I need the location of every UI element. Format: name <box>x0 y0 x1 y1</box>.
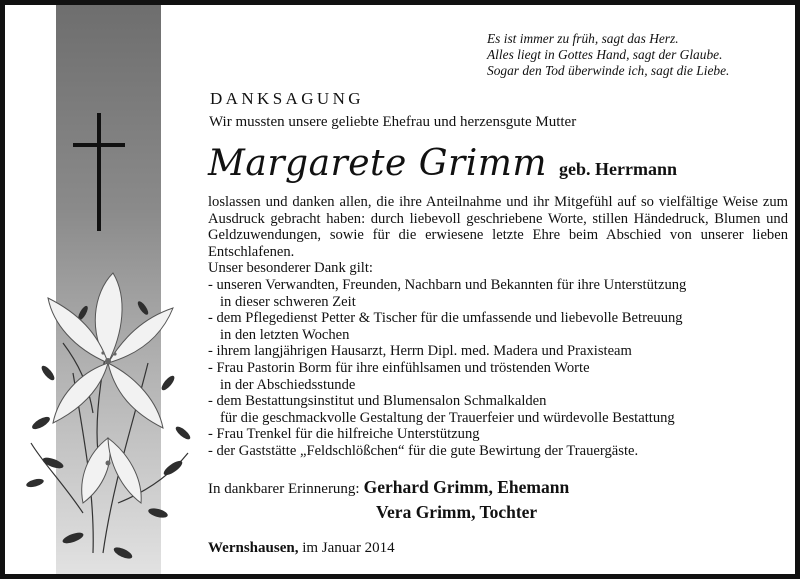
motto-line: Alles liegt in Gottes Hand, sagt der Glaube. <box>487 47 723 62</box>
place-date-text: im Januar 2014 <box>302 540 395 556</box>
list-item-line: - der Gaststätte „Feldschlößchen“ für die gute Bewirtung der Trauergäste. <box>208 442 639 459</box>
list-item <box>208 360 788 393</box>
signer-daughter: Vera Grimm, Tochter <box>376 502 538 522</box>
list-item-line: - Frau Pastorin Borm für ihre einfühlsamen und tröstenden Worte <box>208 359 590 376</box>
heading-danksagung: DANKSAGUNG <box>210 89 364 108</box>
signer-husband: Gerhard Grimm, Ehemann <box>363 477 570 497</box>
list-item-line: - dem Bestattungsinstitut und Blumensalon Schmalkalden <box>208 393 547 410</box>
list-item-continuation: in dieser schweren Zeit <box>220 293 356 310</box>
lily-flower-bouquet <box>23 253 198 563</box>
list-item-line: - dem Pflegedienst Petter & Tischer für die umfassende und liebevolle Betreuung <box>208 310 683 327</box>
list-item-line: - unseren Verwandten, Freunden, Nachbarn und Bekannten für ihre Unterstützung <box>208 276 687 293</box>
signoff-row <box>208 477 569 498</box>
list-item <box>208 443 788 460</box>
deceased-name: Margarete Grimm <box>208 143 548 184</box>
list-item-continuation: für die geschmackvolle Gestaltung der Trauerfeier und würdevolle Bestattung <box>220 409 675 426</box>
motto-quote <box>487 31 797 79</box>
list-item-line: - Frau Trenkel für die hilfreiche Unterstützung <box>208 426 480 443</box>
maiden-name: geb. Herrmann <box>559 159 678 179</box>
list-item <box>208 426 788 443</box>
list-item <box>208 343 788 360</box>
list-item <box>208 310 788 343</box>
body-text <box>208 194 788 460</box>
thanks-list <box>208 277 788 460</box>
list-item-line: - ihrem langjährigen Hausarzt, Herrn Dipl. med. Madera und Praxisteam <box>208 343 632 360</box>
cross-icon <box>73 113 127 233</box>
thanks-heading: Unser besonderer Dank gilt: <box>208 260 373 277</box>
signoff-lead: In dankbarer Erinnerung: <box>208 481 360 497</box>
motto-line: Es ist immer zu früh, sagt das Herz. <box>487 31 679 46</box>
list-item-continuation: in den letzten Wochen <box>220 326 350 343</box>
intro-line: Wir mussten unsere geliebte Ehefrau und herzensgute Mutter <box>209 114 577 130</box>
list-item <box>208 277 788 310</box>
place-date <box>208 540 395 557</box>
place-town: Wernshausen, <box>208 540 299 556</box>
list-item <box>208 393 788 426</box>
deceased-name-row <box>208 143 677 184</box>
motto-line: Sogar den Tod überwinde ich, sagt die Liebe. <box>487 63 730 78</box>
list-item-continuation: in der Abschiedsstunde <box>220 376 356 393</box>
main-paragraph: loslassen und danken allen, die ihre Anteilnahme und ihr Mitgefühl auf so vielfältige Weise zum Ausdruck gebracht haben: durch liebevoll geschriebene Worte, stillen Händedruck, Blumen und Geldzuwendungen, sowie für die erwiesene letzte Ehre beim Abschied von unserer lieben Entschlafenen. <box>208 194 788 260</box>
